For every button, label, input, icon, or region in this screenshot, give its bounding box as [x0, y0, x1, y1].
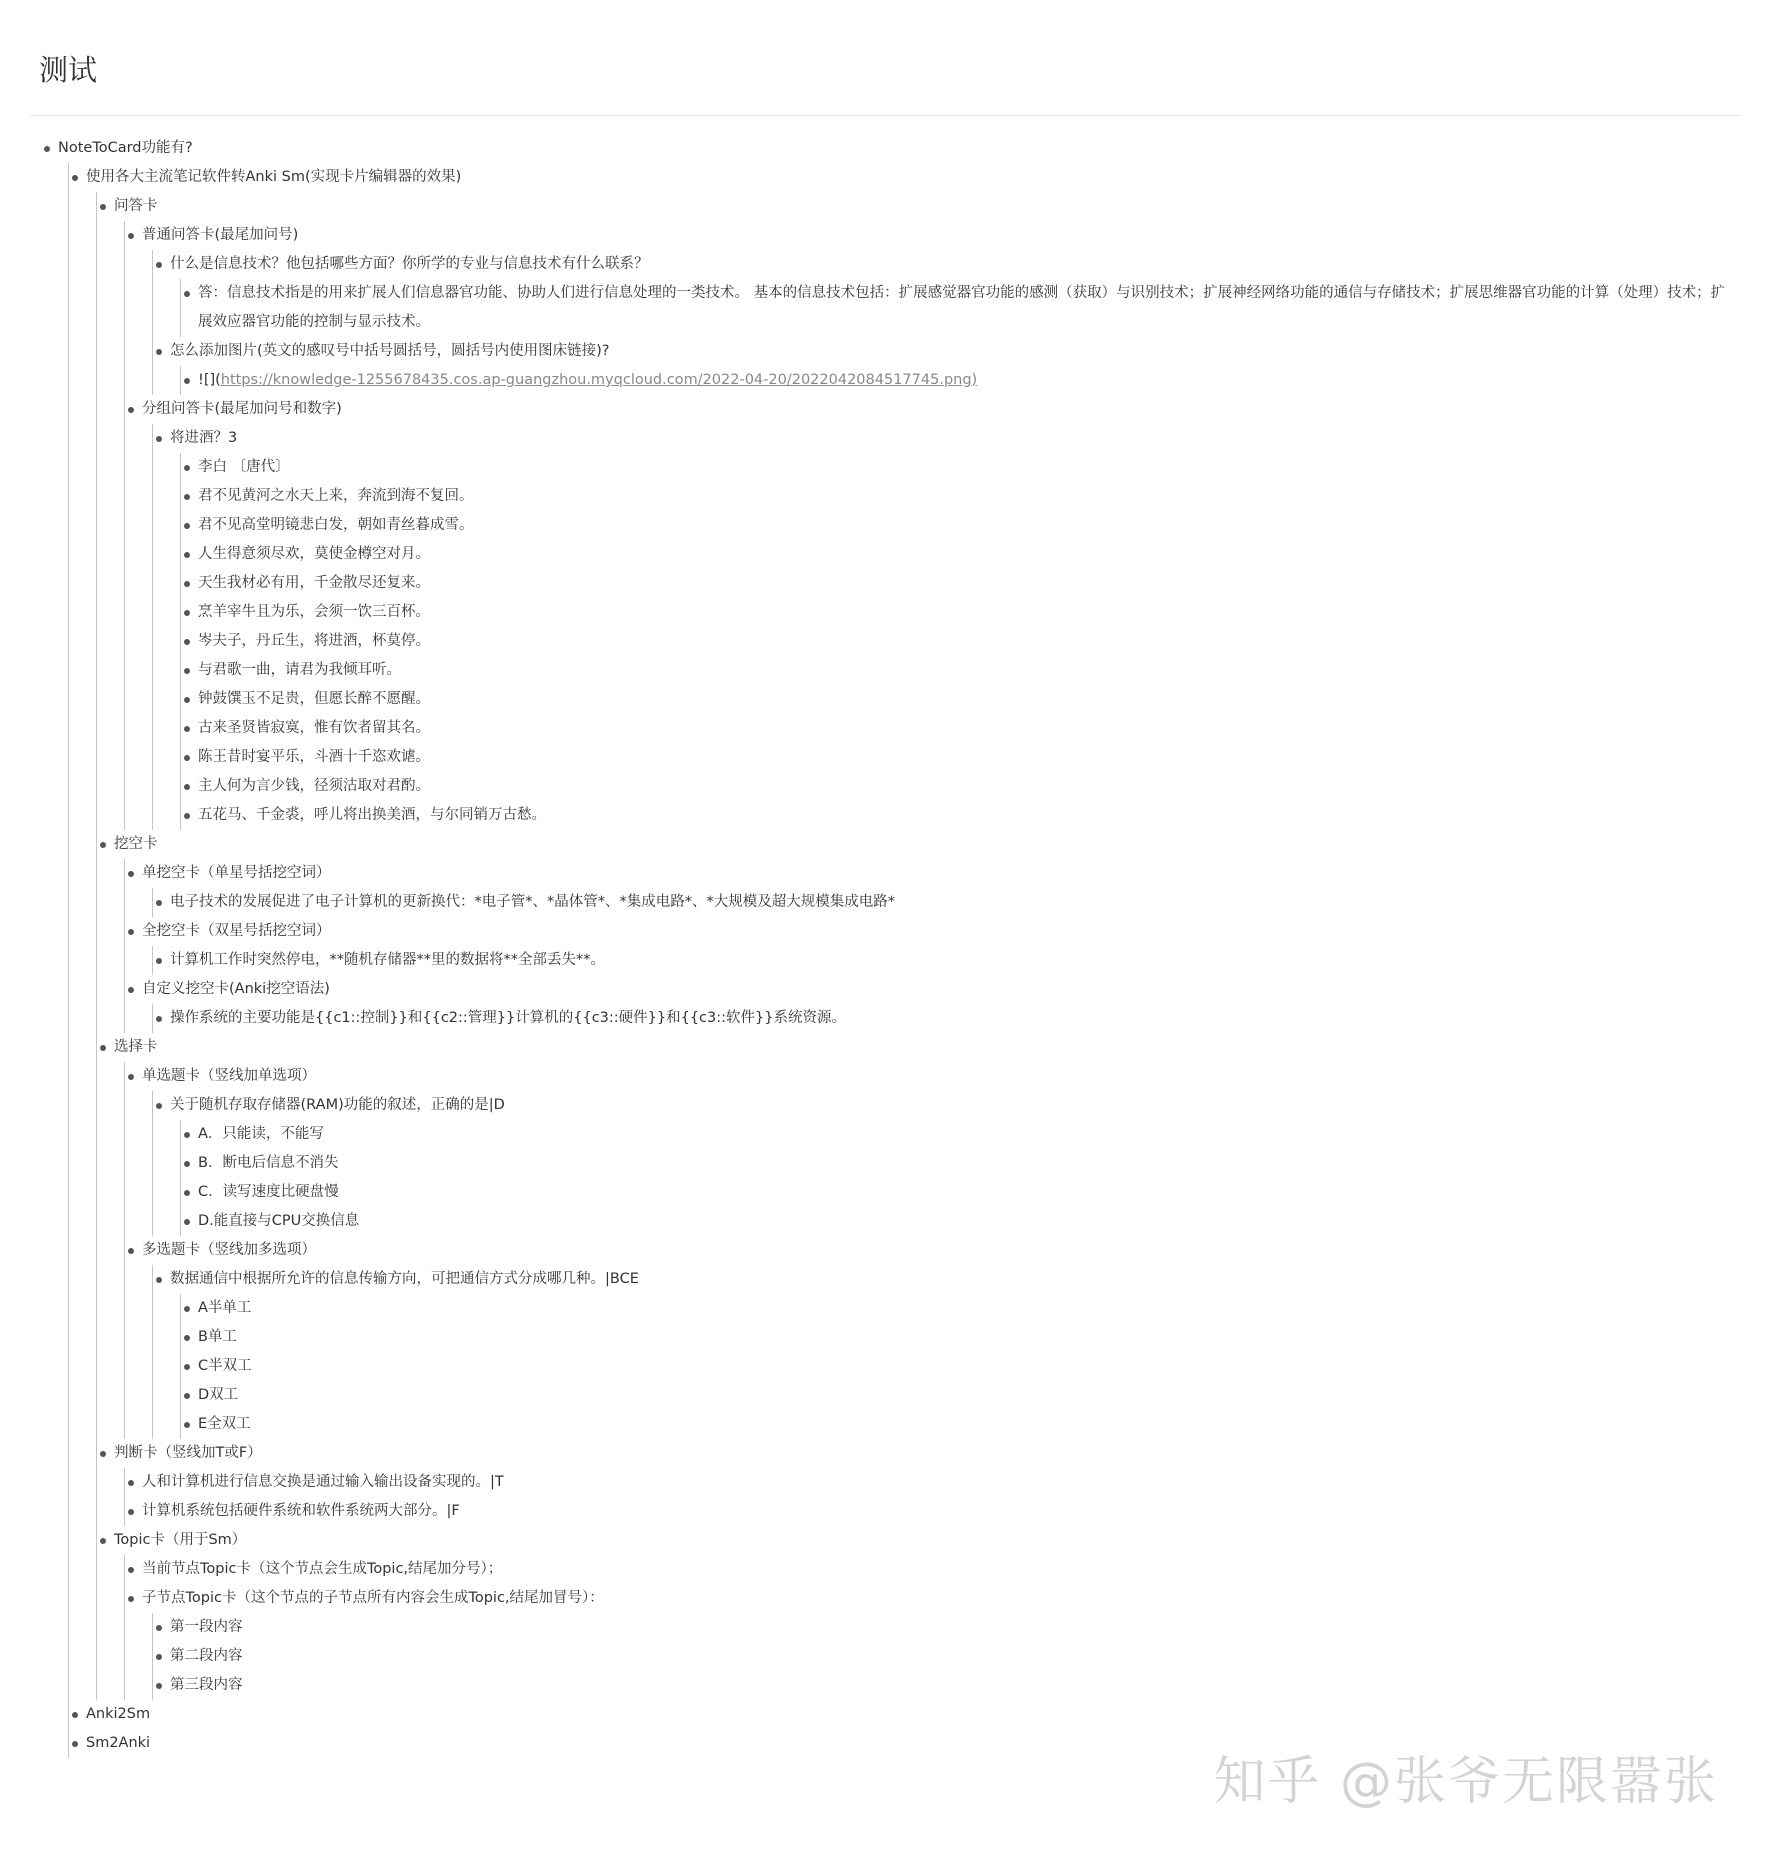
outline-node-text: 烹羊宰牛且为乐，会须一饮三百杯。: [198, 604, 430, 620]
outline-node-text: B单工: [198, 1329, 237, 1345]
outline-node-row[interactable]: [124, 975, 1740, 1004]
bullet-icon[interactable]: [128, 987, 134, 993]
outline-node-text: Anki2Sm: [86, 1706, 151, 1722]
outline-node: [180, 1149, 1740, 1178]
bullet-icon[interactable]: [100, 1045, 106, 1051]
outline-node-row[interactable]: [96, 1439, 1740, 1468]
outline-node: [96, 830, 1740, 1033]
outline-node: [152, 337, 1740, 395]
outline-node-text: C半双工: [198, 1358, 252, 1374]
outline-node: [152, 1642, 1740, 1671]
bullet-icon[interactable]: [184, 784, 190, 790]
outline-children: [68, 163, 1740, 1758]
outline-node: [180, 279, 1740, 337]
bullet-icon[interactable]: [184, 697, 190, 703]
outline-children: [152, 1004, 1740, 1033]
outline-node: [180, 1410, 1740, 1439]
bullet-icon[interactable]: [156, 262, 162, 268]
outline-node-text: 普通问答卡(最尾加问号): [142, 227, 299, 243]
outline-children: [152, 1091, 1740, 1236]
outline-node-text: 单挖空卡（单星号括挖空词）: [142, 865, 331, 881]
outline-node-text: 数据通信中根据所允许的信息传输方向，可把通信方式分成哪几种。|BCE: [170, 1271, 639, 1287]
outline-node: [180, 1381, 1740, 1410]
outline-node: [124, 917, 1740, 975]
outline-node-row[interactable]: [40, 134, 1740, 163]
outline-node-row[interactable]: [152, 1091, 1740, 1120]
outline-node-row[interactable]: [152, 1642, 1740, 1671]
outline-node-text: 全挖空卡（双星号括挖空词）: [142, 923, 331, 939]
outline-node: [180, 482, 1740, 511]
bullet-icon[interactable]: [184, 668, 190, 674]
outline-node-text: D双工: [198, 1387, 239, 1403]
outline-node-text: D.能直接与CPU交换信息: [198, 1213, 360, 1229]
bullet-icon[interactable]: [156, 1683, 162, 1689]
outline-node: [180, 569, 1740, 598]
outline-node-text: 判断卡（竖线加T或F）: [114, 1445, 262, 1461]
outline-node-text: 天生我材必有用，千金散尽还复来。: [198, 575, 430, 591]
outline-node: [152, 1671, 1740, 1700]
bullet-icon[interactable]: [184, 1335, 190, 1341]
outline-node-text: A半单工: [198, 1300, 252, 1316]
outline-children: [152, 250, 1740, 395]
outline-node-row[interactable]: [152, 946, 1740, 975]
bullet-icon[interactable]: [184, 639, 190, 645]
outline-node-text: 选择卡: [114, 1039, 158, 1055]
bullet-icon[interactable]: [184, 813, 190, 819]
outline-node-text: 陈王昔时宴平乐，斗酒十千恣欢谑。: [198, 749, 430, 765]
outline-node: [124, 1497, 1740, 1526]
outline-node-row[interactable]: [124, 1497, 1740, 1526]
outline-node-text: E全双工: [198, 1416, 251, 1432]
outline-node-text: 人生得意须尽欢，莫使金樽空对月。: [198, 546, 430, 562]
outline-node-text: 分组问答卡(最尾加问号和数字): [142, 401, 342, 417]
outline-node-row[interactable]: [124, 395, 1740, 424]
outline-node: [180, 714, 1740, 743]
outline-node: [124, 1236, 1740, 1439]
bullet-icon[interactable]: [128, 1480, 134, 1486]
outline-node: [152, 1265, 1740, 1439]
outline-node-row[interactable]: [180, 1120, 1740, 1149]
watermark: 知乎 @张爷无限嚣张: [1213, 1752, 1718, 1812]
outline-node-row[interactable]: [180, 511, 1740, 540]
outline-node: [124, 395, 1740, 830]
outline-node-row[interactable]: [96, 192, 1740, 221]
outline-node: [180, 540, 1740, 569]
outline-node-row[interactable]: [180, 772, 1740, 801]
outline-node-text: 电子技术的发展促进了电子计算机的更新换代：*电子管*、*晶体管*、*集成电路*、*大规模及超大规模集成电路*: [170, 894, 895, 910]
outline-node: [180, 1207, 1740, 1236]
outline-node-row[interactable]: [180, 1323, 1740, 1352]
outline-node-text: 怎么添加图片(英文的感叹号中括号圆括号，圆括号内使用图床链接)?: [170, 343, 610, 359]
outline-node-text: 单选题卡（竖线加单选项）: [142, 1068, 316, 1084]
bullet-icon[interactable]: [128, 1509, 134, 1515]
outline-node-row[interactable]: [152, 1671, 1740, 1700]
outline-node-row[interactable]: [180, 627, 1740, 656]
bullet-icon[interactable]: [156, 1016, 162, 1022]
outline-node-text: Topic卡（用于Sm）: [114, 1532, 247, 1548]
outline-node-text: B．断电后信息不消失: [198, 1155, 339, 1171]
page-title: 测试: [39, 53, 98, 87]
outline-node-row[interactable]: [68, 1700, 1740, 1729]
outline-node-row[interactable]: [152, 1004, 1740, 1033]
outline-children: [152, 1265, 1740, 1439]
outline-node-row[interactable]: [152, 424, 1740, 453]
outline-node-row[interactable]: [180, 366, 1740, 395]
outline-node-text: 钟鼓馔玉不足贵，但愿长醉不愿醒。: [198, 691, 430, 707]
bullet-icon[interactable]: [184, 1219, 190, 1225]
outline-node-row[interactable]: [124, 1236, 1740, 1265]
outline-node: [68, 1700, 1740, 1729]
outline-children: [124, 859, 1740, 1033]
outline-node-row[interactable]: [152, 250, 1740, 279]
outline-node-text: 第三段内容: [170, 1677, 243, 1693]
outline-node-text: Sm2Anki: [86, 1735, 151, 1751]
outline-children: [124, 1555, 1740, 1700]
bullet-icon[interactable]: [72, 1741, 78, 1747]
outline-node: [152, 1613, 1740, 1642]
outline-node-row[interactable]: [180, 453, 1740, 482]
outline-node: [180, 743, 1740, 772]
outline-node-row[interactable]: [152, 1265, 1740, 1294]
outline-node-row[interactable]: [180, 1410, 1740, 1439]
outline-node-text: 君不见黄河之水天上来，奔流到海不复回。: [198, 488, 474, 504]
outline-node: [152, 424, 1740, 830]
outline-children: [152, 1613, 1740, 1700]
outline-node-text: 操作系统的主要功能是{{c1::控制}}和{{c2::管理}}计算机的{{c3::硬件}}和{{c3::软件}}系统资源。: [170, 1010, 846, 1026]
outline-node: [68, 163, 1740, 1700]
outline-node: [96, 1033, 1740, 1439]
outline-children: [180, 1294, 1740, 1439]
outline-node-row[interactable]: [180, 714, 1740, 743]
outline-node-text: 古来圣贤皆寂寞，惟有饮者留其名。: [198, 720, 430, 736]
outline-children: [180, 366, 1740, 395]
outline-node-row[interactable]: [96, 1526, 1740, 1555]
outline-node-row[interactable]: [96, 830, 1740, 859]
outline-node-row[interactable]: [68, 163, 1740, 192]
bullet-icon[interactable]: [128, 929, 134, 935]
outline-node: [180, 453, 1740, 482]
outline-node-row[interactable]: [124, 1555, 1740, 1584]
bullet-icon[interactable]: [184, 523, 190, 529]
outline-node-row[interactable]: [180, 1149, 1740, 1178]
outline-node: [124, 975, 1740, 1033]
bullet-icon[interactable]: [128, 1248, 134, 1254]
outline-node-row[interactable]: [96, 1033, 1740, 1062]
bullet-icon[interactable]: [184, 291, 190, 297]
outline-children: [152, 424, 1740, 830]
outline-node: [180, 801, 1740, 830]
outline-node-row[interactable]: [124, 1584, 1740, 1613]
outline-node-text: 子节点Topic卡（这个节点的子节点所有内容会生成Topic,结尾加冒号）：: [142, 1590, 604, 1606]
outline-node: [152, 888, 1740, 917]
outline-node-text: 五花马、千金裘，呼儿将出换美酒，与尔同销万古愁。: [198, 807, 546, 823]
outline-node: [180, 685, 1740, 714]
outline-children: [152, 946, 1740, 975]
bullet-icon[interactable]: [44, 146, 50, 152]
bullet-icon[interactable]: [156, 349, 162, 355]
bullet-icon[interactable]: [128, 871, 134, 877]
outline-node: [124, 1584, 1740, 1700]
outline-node-row[interactable]: [124, 917, 1740, 946]
bullet-icon[interactable]: [184, 378, 190, 384]
outline-node: [180, 1352, 1740, 1381]
outline-node-text: 计算机工作时突然停电，**随机存储器**里的数据将**全部丢失**。: [170, 952, 605, 968]
outline-node-row[interactable]: [152, 337, 1740, 366]
outline-node: [180, 598, 1740, 627]
outline-node-row[interactable]: [180, 656, 1740, 685]
bullet-icon[interactable]: [156, 958, 162, 964]
bullet-icon[interactable]: [156, 1654, 162, 1660]
outline-node: [96, 1439, 1740, 1526]
bullet-icon[interactable]: [184, 1393, 190, 1399]
outline-children: [124, 221, 1740, 830]
bullet-icon[interactable]: [128, 1596, 134, 1602]
outline-node-row[interactable]: [180, 1381, 1740, 1410]
outline-node-row[interactable]: [180, 279, 1740, 337]
bullet-icon[interactable]: [184, 726, 190, 732]
outline-node-row[interactable]: [180, 540, 1740, 569]
outline-node-text: 第二段内容: [170, 1648, 243, 1664]
outline-node-text: 使用各大主流笔记软件转Anki Sm(实现卡片编辑器的效果): [86, 169, 462, 185]
outline-children: [124, 1062, 1740, 1439]
outline-node-text: 君不见高堂明镜悲白发，朝如青丝暮成雪。: [198, 517, 474, 533]
outline-node: [96, 192, 1740, 830]
outline-node-text: A．只能读，不能写: [198, 1126, 324, 1142]
outline-node-text: 第一段内容: [170, 1619, 243, 1635]
bullet-icon[interactable]: [156, 436, 162, 442]
outline-node-row[interactable]: [124, 859, 1740, 888]
outline-node: [180, 772, 1740, 801]
outline-node: [152, 946, 1740, 975]
bullet-icon[interactable]: [128, 407, 134, 413]
outline-node-row[interactable]: [152, 1613, 1740, 1642]
outline-node-text: 答：信息技术指是的用来扩展人们信息器官功能、协助人们进行信息处理的一类技术。 基本的信息技术包括：扩展感觉器官功能的感测（获取）与识别技术；扩展神经网络功能的通信与存储技术；扩展思维器官功能的计算（处理）技术；扩展效应器官功能的控制与显示技术。: [198, 285, 1726, 330]
outline-node: [152, 1004, 1740, 1033]
bullet-icon[interactable]: [184, 465, 190, 471]
outline-node: [180, 511, 1740, 540]
bullet-icon[interactable]: [184, 1364, 190, 1370]
outline-node: [152, 1091, 1740, 1236]
bullet-icon[interactable]: [184, 1161, 190, 1167]
outline-node: [96, 1526, 1740, 1700]
outline-node-text: NoteToCard功能有?: [58, 140, 193, 156]
bullet-icon[interactable]: [156, 900, 162, 906]
outline-children: [152, 888, 1740, 917]
bullet-icon[interactable]: [184, 1190, 190, 1196]
outline-node: [124, 1468, 1740, 1497]
bullet-icon[interactable]: [184, 552, 190, 558]
outline-node-row[interactable]: [124, 1468, 1740, 1497]
outline-node-text: 关于随机存取存储器(RAM)功能的叙述，正确的是|D: [170, 1097, 505, 1113]
outline-node-row[interactable]: [180, 482, 1740, 511]
outline-node-row[interactable]: [180, 598, 1740, 627]
outline-node-text: 多选题卡（竖线加多选项）: [142, 1242, 316, 1258]
outline-children: [96, 192, 1740, 1700]
outline-node-text: 什么是信息技术？他包括哪些方面？你所学的专业与信息技术有什么联系？: [170, 256, 649, 272]
bullet-icon[interactable]: [184, 755, 190, 761]
outline-node-text: 李白 〔唐代〕: [198, 459, 290, 475]
outline-node-row[interactable]: [180, 685, 1740, 714]
bullet-icon[interactable]: [100, 204, 106, 210]
outline-children: [180, 453, 1740, 830]
outline-children: [180, 279, 1740, 337]
bullet-icon[interactable]: [100, 842, 106, 848]
outline-node-row[interactable]: [180, 1178, 1740, 1207]
outline-node: [124, 221, 1740, 395]
outline-node-row[interactable]: [152, 888, 1740, 917]
outline-node: [180, 366, 1740, 395]
outline-node-text: 自定义挖空卡(Anki挖空语法): [142, 981, 330, 997]
bullet-icon[interactable]: [156, 1625, 162, 1631]
bullet-icon[interactable]: [100, 1538, 106, 1544]
outline-node-row[interactable]: [180, 801, 1740, 830]
outline-node-row[interactable]: [180, 1352, 1740, 1381]
bullet-icon[interactable]: [184, 1132, 190, 1138]
bullet-icon[interactable]: [156, 1277, 162, 1283]
outline-node: [180, 656, 1740, 685]
bullet-icon[interactable]: [184, 581, 190, 587]
outline-node: [180, 1323, 1740, 1352]
outline-node-text: 人和计算机进行信息交换是通过输入输出设备实现的。|T: [142, 1474, 504, 1490]
outline-node: [124, 1555, 1740, 1584]
outline-node-row[interactable]: [124, 1062, 1740, 1091]
outline-node: [40, 134, 1740, 1758]
outline-node-row[interactable]: [180, 743, 1740, 772]
outline-node-text: 问答卡: [114, 198, 158, 214]
bullet-icon[interactable]: [72, 1712, 78, 1718]
bullet-icon[interactable]: [184, 1422, 190, 1428]
outline-node-text: 当前节点Topic卡（这个节点会生成Topic,结尾加分号）；: [142, 1561, 503, 1577]
outline-node-text: 主人何为言少钱，径须沽取对君酌。: [198, 778, 430, 794]
image-link-suffix: ): [971, 372, 978, 388]
outline-node: [124, 859, 1740, 917]
outline-node-text: 与君歌一曲，请君为我倾耳听。: [198, 662, 401, 678]
outline-node-row[interactable]: [180, 1294, 1740, 1323]
outline-node-row[interactable]: [180, 569, 1740, 598]
bullet-icon[interactable]: [128, 233, 134, 239]
bullet-icon[interactable]: [184, 1306, 190, 1312]
outline-node: [124, 1062, 1740, 1236]
outline-node-row[interactable]: [180, 1207, 1740, 1236]
image-link-prefix: ![](: [198, 372, 221, 388]
outline-node: [180, 627, 1740, 656]
outline-node-text: C．读写速度比硬盘慢: [198, 1184, 339, 1200]
bullet-icon[interactable]: [128, 1074, 134, 1080]
outline-tree: [40, 134, 1740, 1758]
outline-node: [152, 250, 1740, 337]
outline-node-text: 岑夫子，丹丘生，将进酒，杯莫停。: [198, 633, 430, 649]
outline-node-text: 挖空卡: [114, 836, 158, 852]
bullet-icon[interactable]: [128, 1567, 134, 1573]
bullet-icon[interactable]: [72, 175, 78, 181]
outline-node: [180, 1294, 1740, 1323]
outline-node: [180, 1120, 1740, 1149]
bullet-icon[interactable]: [156, 1103, 162, 1109]
bullet-icon[interactable]: [184, 494, 190, 500]
outline-root-list: [40, 134, 1740, 1758]
bullet-icon[interactable]: [100, 1451, 106, 1457]
outline-node-text: 计算机系统包括硬件系统和软件系统两大部分。|F: [142, 1503, 460, 1519]
outline-node-row[interactable]: [124, 221, 1740, 250]
outline-node: [180, 1178, 1740, 1207]
outline-children: [124, 1468, 1740, 1526]
page-header: [30, 0, 1740, 116]
outline-children: [180, 1120, 1740, 1236]
bullet-icon[interactable]: [184, 610, 190, 616]
outline-node-text: 将进酒？3: [170, 430, 238, 446]
image-link[interactable]: https://knowledge-1255678435.cos.ap-guangzhou.myqcloud.com/2022-04-20/2022042084517745.png: [220, 372, 972, 388]
